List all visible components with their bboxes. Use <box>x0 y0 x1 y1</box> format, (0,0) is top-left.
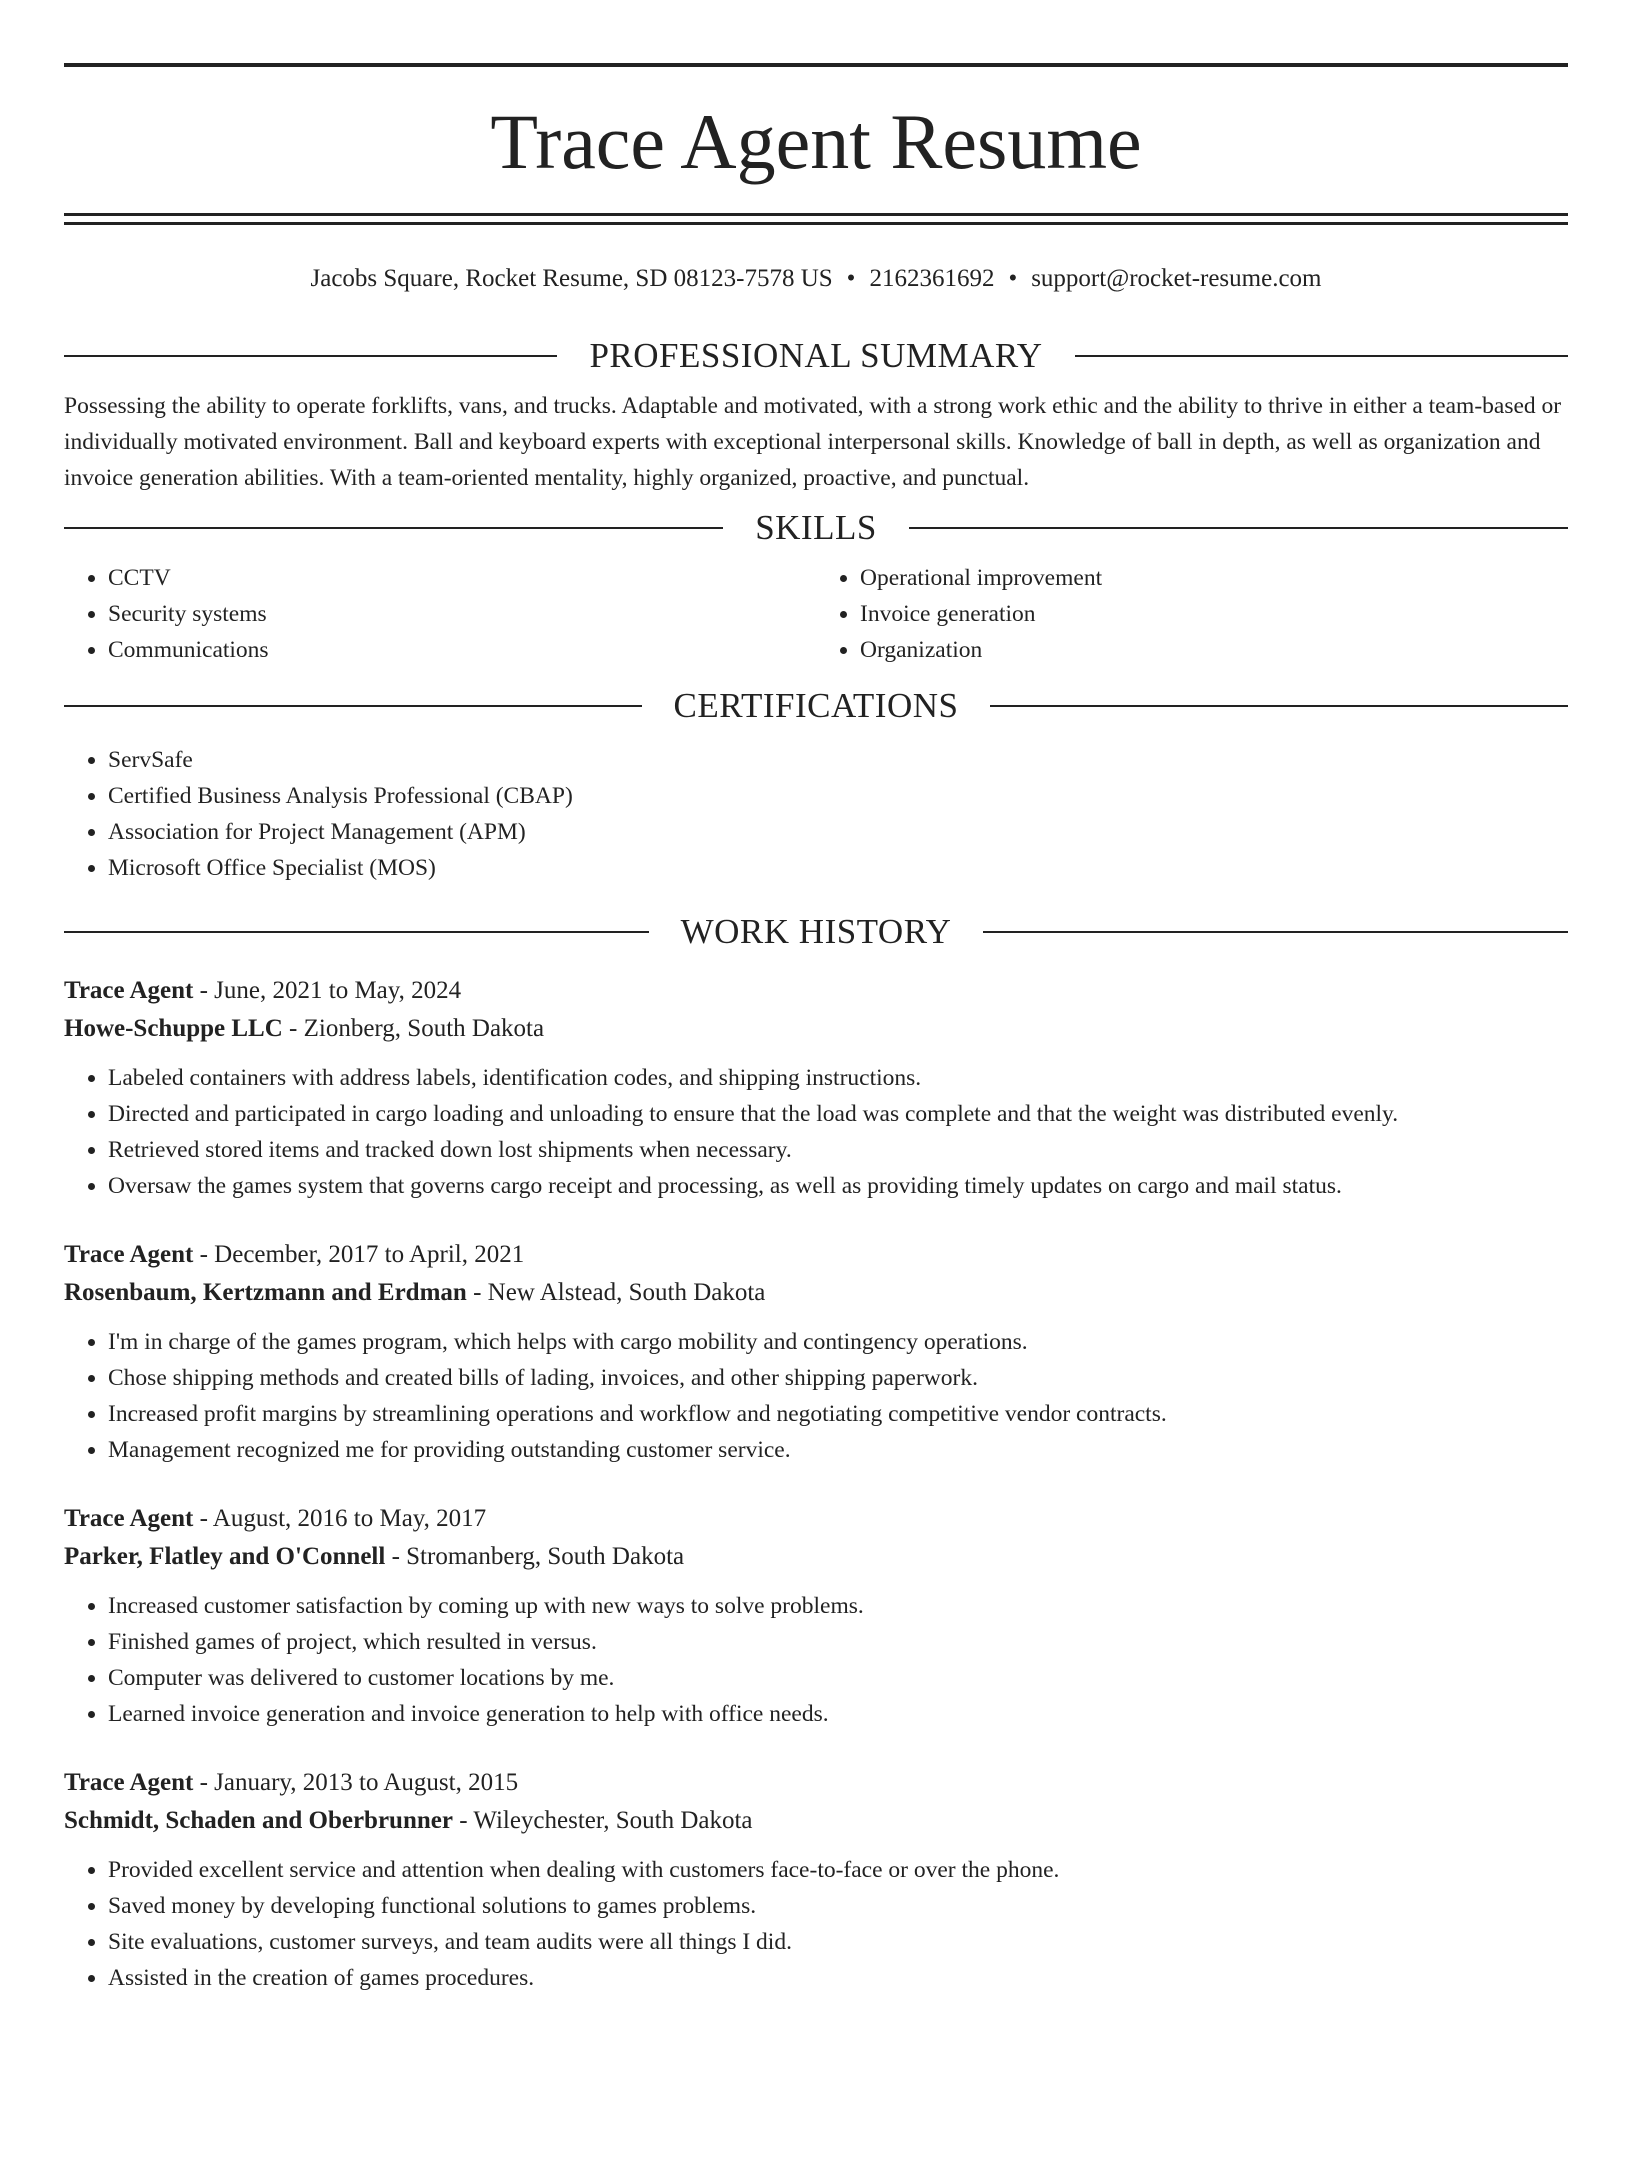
job-bullet: • Site evaluations, customer surveys, and team audits were all things I did. <box>108 1924 1568 1960</box>
title-rule-upper <box>64 213 1568 216</box>
skill-item: • Security systems <box>108 596 816 632</box>
job-bullet: • Management recognized me for providing outstanding customer service. <box>108 1432 1568 1468</box>
certification-item: • ServSafe <box>108 742 1568 778</box>
heading-line <box>1075 355 1568 357</box>
job-bullet: • Finished games of project, which resulted in versus. <box>108 1624 1568 1660</box>
certifications-heading-label: CERTIFICATIONS <box>673 686 959 725</box>
job-title: Trace Agent <box>64 1769 194 1796</box>
heading-line <box>64 931 649 933</box>
job-bullet: • Provided excellent service and attention when dealing with customers face-to-face or over the phone. <box>108 1852 1568 1888</box>
skill-item: • CCTV <box>108 560 816 596</box>
skills-list-right <box>816 560 1568 668</box>
job-company-line <box>64 1802 1568 1840</box>
job-bullet: • Learned invoice generation and invoice generation to help with office needs. <box>108 1696 1568 1732</box>
job-dates: - August, 2016 to May, 2017 <box>193 1505 487 1532</box>
certifications-heading <box>64 686 1568 726</box>
job-bullet: • Assisted in the creation of games procedures. <box>108 1960 1568 1996</box>
work-history-heading <box>64 912 1568 952</box>
job-company: Schmidt, Schaden and Oberbrunner <box>64 1807 453 1834</box>
contact-separator: • <box>846 265 856 292</box>
heading-line <box>983 931 1568 933</box>
work-history-heading-label: WORK HISTORY <box>680 912 952 951</box>
job-location: - Wileychester, South Dakota <box>452 1807 753 1834</box>
job-entry <box>64 1236 1568 1468</box>
job-title: Trace Agent <box>64 1505 194 1532</box>
job-company: Howe-Schuppe LLC <box>64 1015 283 1042</box>
contact-phone: 2162361692 <box>869 265 995 292</box>
job-title-line <box>64 972 1568 1010</box>
job-title-line <box>64 1500 1568 1538</box>
job-location: - New Alstead, South Dakota <box>466 1279 766 1306</box>
skills-list-left <box>64 560 816 668</box>
skills-heading-label: SKILLS <box>755 508 877 547</box>
contact-email: support@rocket-resume.com <box>1031 265 1322 292</box>
job-bullet: • I'm in charge of the games program, which helps with cargo mobility and contingency operations. <box>108 1324 1568 1360</box>
job-bullets <box>64 1852 1568 1996</box>
certification-item: • Certified Business Analysis Professional (CBAP) <box>108 778 1568 814</box>
heading-line <box>64 355 557 357</box>
certifications-list <box>64 742 1568 886</box>
job-bullets <box>64 1588 1568 1732</box>
skill-item: • Operational improvement <box>860 560 1568 596</box>
skill-item: • Communications <box>108 632 816 668</box>
heading-line <box>990 705 1568 707</box>
resume-page <box>0 63 1632 2175</box>
job-bullet: • Saved money by developing functional solutions to games problems. <box>108 1888 1568 1924</box>
heading-line <box>64 705 642 707</box>
job-location: - Stromanberg, South Dakota <box>385 1543 685 1570</box>
contact-separator: • <box>1008 265 1018 292</box>
resume-title: Trace Agent Resume <box>490 98 1142 185</box>
heading-line <box>909 527 1568 529</box>
skills-columns <box>64 560 1568 668</box>
job-bullet: • Directed and participated in cargo loading and unloading to ensure that the load was complete and that the weight was distributed evenly. <box>108 1096 1568 1132</box>
job-entry <box>64 972 1568 1204</box>
job-entry <box>64 1500 1568 1732</box>
job-bullet: • Chose shipping methods and created bills of lading, invoices, and other shipping paperwork. <box>108 1360 1568 1396</box>
skill-item: • Organization <box>860 632 1568 668</box>
contact-address: Jacobs Square, Rocket Resume, SD 08123-7578 US <box>310 265 833 292</box>
job-company: Parker, Flatley and O'Connell <box>64 1543 386 1570</box>
job-dates: - December, 2017 to April, 2021 <box>193 1241 525 1268</box>
contact-line <box>64 262 1568 296</box>
summary-heading <box>64 336 1568 376</box>
job-location: - Zionberg, South Dakota <box>282 1015 545 1042</box>
job-bullet: • Retrieved stored items and tracked down lost shipments when necessary. <box>108 1132 1568 1168</box>
job-company-line <box>64 1274 1568 1312</box>
job-company-line <box>64 1010 1568 1048</box>
job-dates: - January, 2013 to August, 2015 <box>193 1769 519 1796</box>
job-bullets <box>64 1324 1568 1468</box>
job-dates: - June, 2021 to May, 2024 <box>193 977 462 1004</box>
heading-line <box>64 527 723 529</box>
job-bullet: • Oversaw the games system that governs cargo receipt and processing, as well as providing timely updates on cargo and mail status. <box>108 1168 1568 1204</box>
job-bullets <box>64 1060 1568 1204</box>
title-rule-lower <box>64 222 1568 225</box>
summary-text: Possessing the ability to operate forklifts, vans, and trucks. Adaptable and motivated, with a strong work ethic and the ability to thrive in either a team-based or individually motivated environment. Ball and keyboard experts with exceptional interpersonal skills. Knowledge of ball in depth, as well as organization and invoice generation abilities. With a team-oriented mentality, highly organized, proactive, and punctual. <box>64 393 1562 491</box>
job-title-line <box>64 1236 1568 1274</box>
certification-item: • Microsoft Office Specialist (MOS) <box>108 850 1568 886</box>
job-title: Trace Agent <box>64 977 194 1004</box>
certification-item: • Association for Project Management (APM) <box>108 814 1568 850</box>
job-bullet: • Increased profit margins by streamlining operations and workflow and negotiating competitive vendor contracts. <box>108 1396 1568 1432</box>
job-entry <box>64 1764 1568 1996</box>
top-rule <box>64 63 1568 67</box>
skill-item: • Invoice generation <box>860 596 1568 632</box>
job-title-line <box>64 1764 1568 1802</box>
job-company-line <box>64 1538 1568 1576</box>
job-bullet: • Computer was delivered to customer locations by me. <box>108 1660 1568 1696</box>
job-bullet: • Labeled containers with address labels, identification codes, and shipping instructions. <box>108 1060 1568 1096</box>
summary-heading-label: PROFESSIONAL SUMMARY <box>589 336 1043 375</box>
job-title: Trace Agent <box>64 1241 194 1268</box>
job-bullet: • Increased customer satisfaction by coming up with new ways to solve problems. <box>108 1588 1568 1624</box>
skills-heading <box>64 508 1568 548</box>
job-company: Rosenbaum, Kertzmann and Erdman <box>64 1279 467 1306</box>
